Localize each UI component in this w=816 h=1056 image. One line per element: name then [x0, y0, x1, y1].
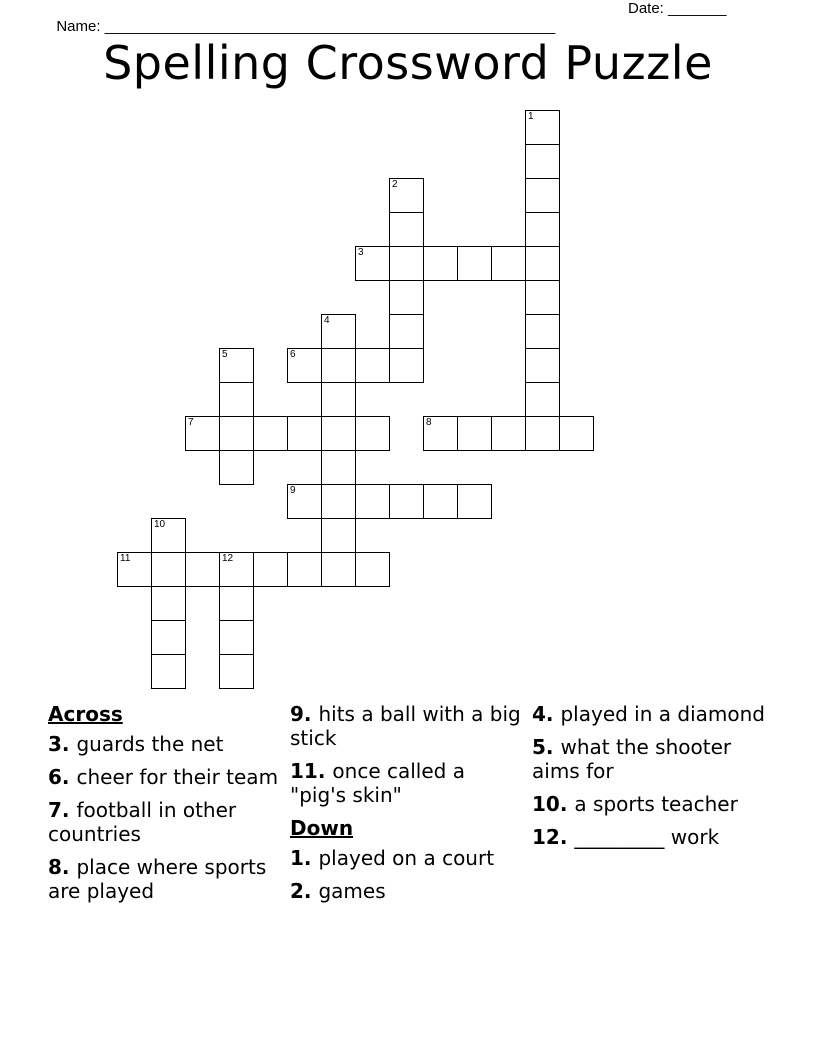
clue-across-9: 9. hits a ball with a big stick	[290, 702, 521, 750]
clue-across-3: 3. guards the net	[48, 732, 224, 756]
clue-number-label: 5	[222, 349, 228, 360]
grid-cell[interactable]	[525, 144, 560, 179]
clue-number-label: 10	[154, 519, 166, 530]
grid-cell[interactable]	[321, 518, 356, 553]
grid-cell[interactable]	[151, 552, 186, 587]
grid-cell[interactable]	[151, 620, 186, 655]
grid-cell[interactable]	[389, 178, 424, 213]
grid-cell[interactable]	[253, 552, 288, 587]
grid-cell[interactable]	[219, 552, 254, 587]
grid-cell[interactable]	[287, 416, 322, 451]
grid-cell[interactable]	[287, 484, 322, 519]
grid-cell[interactable]	[219, 348, 254, 383]
grid-cell[interactable]	[287, 552, 322, 587]
grid-cell[interactable]	[185, 552, 220, 587]
grid-cell[interactable]	[525, 246, 560, 281]
grid-cell[interactable]	[287, 348, 322, 383]
grid-cell[interactable]	[423, 416, 458, 451]
clue-across-11: 11. once called a "pig's skin"	[290, 759, 465, 807]
grid-cell[interactable]	[321, 484, 356, 519]
date-field[interactable]: Date: _______	[628, 0, 727, 17]
grid-cell[interactable]	[321, 348, 356, 383]
grid-cell[interactable]	[321, 382, 356, 417]
clue-number-label: 11	[120, 553, 131, 564]
grid-cell[interactable]	[151, 518, 186, 553]
grid-cell[interactable]	[355, 246, 390, 281]
clue-column-2	[290, 702, 525, 912]
grid-cell[interactable]	[117, 552, 152, 587]
grid-cell[interactable]	[389, 348, 424, 383]
grid-cell[interactable]	[491, 416, 526, 451]
grid-cell[interactable]	[457, 484, 492, 519]
grid-cell[interactable]	[219, 450, 254, 485]
grid-cell[interactable]	[355, 348, 390, 383]
grid-cell[interactable]	[321, 314, 356, 349]
clue-down-12: 12. _________ work	[532, 825, 720, 849]
grid-cell[interactable]	[219, 654, 254, 689]
grid-cell[interactable]	[355, 552, 390, 587]
grid-cell[interactable]	[525, 212, 560, 247]
clue-number-label: 8	[426, 417, 432, 428]
grid-cell[interactable]	[321, 416, 356, 451]
grid-cell[interactable]	[355, 416, 390, 451]
grid-cell[interactable]	[219, 382, 254, 417]
clue-number-label: 1	[528, 111, 534, 122]
grid-cell[interactable]	[389, 484, 424, 519]
grid-cell[interactable]	[253, 416, 288, 451]
grid-cell[interactable]	[491, 246, 526, 281]
clue-across-6: 6. cheer for their team	[48, 765, 279, 789]
clue-down-2: 2. games	[290, 879, 386, 903]
grid-cell[interactable]	[151, 654, 186, 689]
clue-number-label: 12	[222, 553, 234, 564]
clue-across-7: 7. football in other countries	[48, 798, 237, 846]
grid-cell[interactable]	[457, 416, 492, 451]
grid-cell[interactable]	[423, 484, 458, 519]
grid-cell[interactable]	[389, 212, 424, 247]
clue-column-1	[48, 702, 283, 912]
grid-cell[interactable]	[321, 552, 356, 587]
grid-cell[interactable]	[525, 314, 560, 349]
down-heading: Down	[290, 816, 354, 840]
grid-cell[interactable]	[355, 484, 390, 519]
grid-cell[interactable]	[219, 620, 254, 655]
clue-number-label: 7	[188, 417, 194, 428]
grid-cell[interactable]	[389, 246, 424, 281]
clue-number-label: 9	[290, 485, 296, 496]
grid-cell[interactable]	[525, 348, 560, 383]
clue-column-3	[532, 702, 767, 858]
name-field[interactable]: Name: ______________________________________________________	[56, 18, 556, 35]
grid-cell[interactable]	[559, 416, 594, 451]
clue-down-4: 4. played in a diamond	[532, 702, 765, 726]
grid-cell[interactable]	[525, 382, 560, 417]
grid-cell[interactable]	[321, 450, 356, 485]
clue-down-5: 5. what the shooter aims for	[532, 735, 732, 783]
page-title: Spelling Crossword Puzzle	[103, 36, 713, 90]
grid-cell[interactable]	[525, 178, 560, 213]
grid-cell[interactable]	[389, 280, 424, 315]
across-heading: Across	[48, 702, 123, 726]
clue-down-1: 1. played on a court	[290, 846, 495, 870]
grid-cell[interactable]	[219, 416, 254, 451]
grid-cell[interactable]	[525, 280, 560, 315]
clue-number-label: 4	[324, 315, 330, 326]
clue-number-label: 3	[358, 247, 364, 258]
grid-cell[interactable]	[389, 314, 424, 349]
grid-cell[interactable]	[423, 246, 458, 281]
grid-cell[interactable]	[457, 246, 492, 281]
grid-cell[interactable]	[151, 586, 186, 621]
clue-number-label: 2	[392, 179, 398, 190]
grid-cell[interactable]	[219, 586, 254, 621]
clue-across-8: 8. place where sports are played	[48, 855, 267, 903]
clue-down-10: 10. a sports teacher	[532, 792, 738, 816]
grid-cell[interactable]	[525, 110, 560, 145]
grid-cell[interactable]	[185, 416, 220, 451]
clue-number-label: 6	[290, 349, 296, 360]
grid-cell[interactable]	[525, 416, 560, 451]
